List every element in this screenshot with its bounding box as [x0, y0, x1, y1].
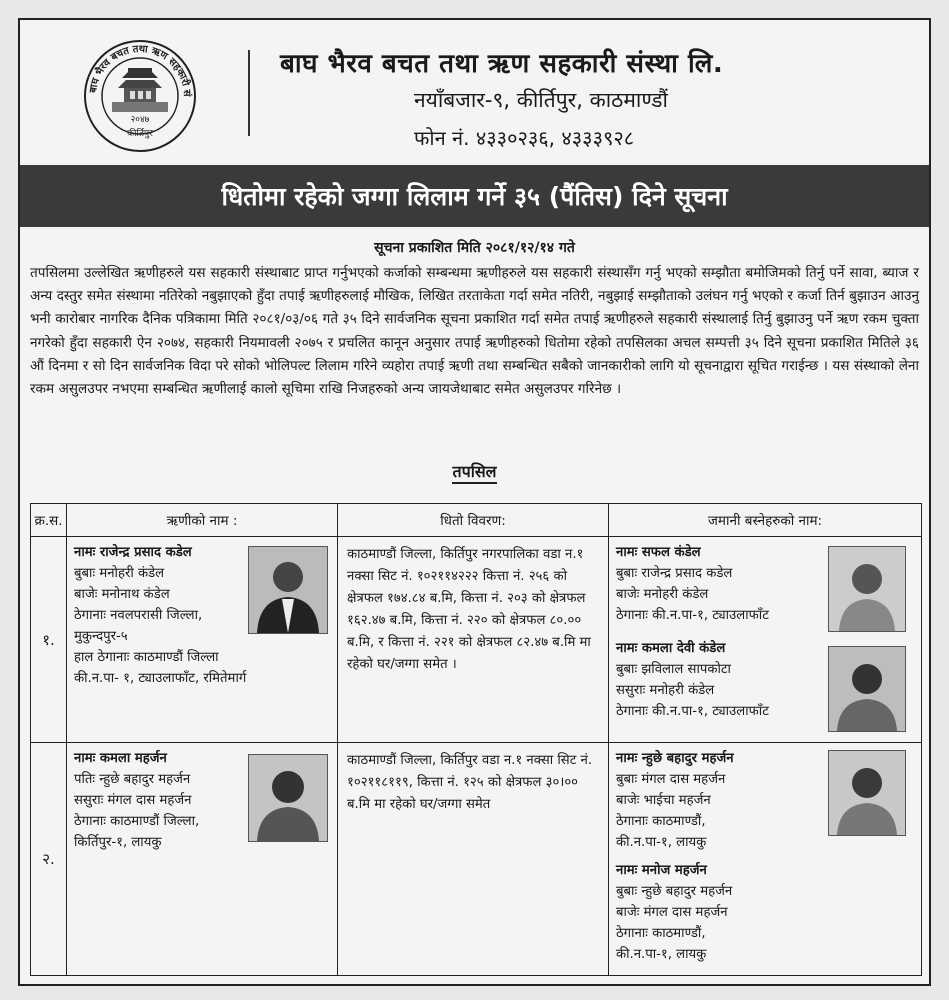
- guarantor-detail: ससुराः मनोहरी कंडेल: [616, 683, 715, 698]
- guarantor-name: नामः मनोज महर्जन: [616, 863, 707, 878]
- collateral-cell: [338, 537, 609, 743]
- table-header-row: [31, 504, 922, 537]
- guarantor-detail: बाजेः मंगल दास महर्जन: [616, 905, 728, 920]
- debtor-photo: [248, 754, 328, 842]
- notice-title-banner: [20, 165, 929, 227]
- organization-name: बाघ भैरव बचत तथा ऋण सहकारी संस्था लि.: [280, 49, 724, 79]
- debtor-detail: बुबाः मनोहरी कंडेल: [74, 566, 165, 581]
- guarantor-detail: बाजेः भाईचा महर्जन: [616, 793, 711, 808]
- guarantor-photo: [828, 646, 906, 732]
- auction-details-table: [30, 503, 922, 976]
- table-row: [31, 743, 922, 976]
- guarantor-name: नामः कमला देवी कंडेल: [616, 641, 726, 656]
- serial-number: १.: [31, 537, 67, 743]
- table-row: [31, 537, 922, 743]
- notice-page: [18, 18, 931, 986]
- guarantor-detail: बुबाः मंगल दास महर्जन: [616, 772, 726, 787]
- header-collateral: धितो विवरण:: [338, 504, 609, 537]
- organization-phone: फोन नं. ४३३०२३६, ४३३३९२८: [414, 126, 635, 150]
- guarantor-detail: बाजेः मनोहरी कंडेल: [616, 587, 709, 602]
- debtor-detail: किर्तिपुर-१, लायकु: [74, 835, 162, 850]
- guarantor-photo: [828, 750, 906, 836]
- seal-place: कीर्तिपुर: [127, 129, 153, 139]
- collateral-details: काठमाण्डौं जिल्ला, किर्तिपुर वडा न.१ नक्सा सिट नं. १०२११८११९, कित्ता नं. १२५ को क्षेत्रफल ३०।०० ब.मि मा रहेको घर/जग्गा समेत: [347, 753, 593, 812]
- guarantor-name: नामः सफल कंडेल: [616, 545, 701, 560]
- letterhead: [20, 20, 929, 160]
- debtor-detail: पतिः न्हुछे बहादुर महर्जन: [74, 772, 191, 787]
- guarantors-cell: [609, 743, 922, 976]
- notice-body: तपसिलमा उल्लेखित ऋणीहरुले यस सहकारी संस्थाबाट प्राप्त गर्नुभएको कर्जाको सम्बन्धमा ऋणीहरुले यस सहकारी संस्थासँग गर्नु भएको सम्झौता बमोजिमको तिर्नु पर्ने सावा, ब्याज र अन्य दस्तुर समेत संस्थामा नतिरेको नबुझाएको हुँदा तपाई ऋणीहरुलाई मौखिक, लिखित तरताकेता गर्दा समेत नतिरी, नबुझाई सम्झौताको उलंघन गर्नु भएको र कर्जा तिर्न बुझाउन आउनु भनी कारोबार नागरिक दैनिक पत्रिकामा मिति २०८१/०३/०६ गते ३५ दिने सार्वजनिक सूचना प्रकाशित गर्दा समेत तपाई ऋणीहरुले सहकारी संस्थालाई तिर्नु बुझाउनु पर्ने ऋण रकम चुक्ता नगरेको हुँदा सहकारी ऐन २०७४, सहकारी नियमावली २०७५ र प्रचलित कानून अनुसार तपाई ऋणीहरुको धितोमा रहेको तपसिलका अचल सम्पत्ती ३५ दिने सूचना प्रकाशित मितिले ३६ औं दिनमा र सो दिन सार्वजनिक विदा परे सोको भोलिपल्ट लिलाम गरिने व्यहोरा तपाई ऋणी तथा सम्बन्धित सबैको जानकारीको लागि यो सूचनाद्वारा सूचित गराईन्छ । यस संस्थाको लेना रकम असुलउपर नभएमा सम्बन्धित ऋणीलाई कालो सूचिमा राखि निजहरुको अन्य जायजेथाबाट समेत असुलउपर गरिनेछ ।: [30, 265, 919, 398]
- guarantor-detail: ठेगानाः काठमाण्डौं,: [616, 926, 706, 941]
- collateral-cell: [338, 743, 609, 976]
- guarantor-detail: ठेगानाः काठमाण्डौं,: [616, 814, 706, 829]
- guarantor-detail: बुबाः न्हुछे बहादुर महर्जन: [616, 884, 733, 899]
- debtor-name: नामः राजेन्द्र प्रसाद कडेल: [74, 545, 192, 560]
- published-date: सूचना प्रकाशित मिति २०८१/१२/१४ गते: [374, 240, 575, 256]
- debtor-detail: हाल ठेगानाः काठमाण्डौं जिल्ला: [74, 650, 219, 665]
- debtor-detail: मुकुन्दपुर-५: [74, 629, 128, 644]
- notice-title: धितोमा रहेको जग्गा लिलाम गर्ने ३५ (पैंतिस) दिने सूचना: [221, 182, 728, 211]
- header-debtor: ऋणीको नाम :: [67, 504, 338, 537]
- header-guarantors: जमानी बस्नेहरुको नाम:: [609, 504, 922, 537]
- guarantor-detail: ठेगानाः की.न.पा-१, ट्याउलाफाँट: [616, 608, 769, 623]
- debtor-name: नामः कमला महर्जन: [74, 751, 167, 766]
- guarantor-detail: बुबाः राजेन्द्र प्रसाद कडेल: [616, 566, 733, 581]
- guarantor-photo: [828, 546, 906, 632]
- guarantor-detail: की.न.पा-१, लायकु: [616, 947, 707, 962]
- guarantor-detail: बुबाः झविलाल सापकोटा: [616, 662, 731, 677]
- guarantor-detail: की.न.पा-१, लायकु: [616, 835, 707, 850]
- debtor-photo: [248, 546, 328, 634]
- header-divider: [248, 50, 250, 136]
- guarantor: [616, 860, 914, 965]
- debtor-cell: [67, 743, 338, 976]
- debtor-detail: ठेगानाः नवलपरासी जिल्ला,: [74, 608, 203, 623]
- svg-text:बाघ भैरव बचत तथा ऋण सहकारी संस: बाघ भैरव बचत तथा ऋण सहकारी सं: [87, 43, 193, 97]
- header-serial: क्र.स.: [31, 504, 67, 537]
- collateral-details: काठमाण्डौं जिल्ला, किर्तिपुर नगरपालिका वडा न.१ नक्सा सिट नं. १०२११४२२२ कित्ता नं. २५६ को क्षेत्रफल १७४.८४ ब.मि, कित्ता नं. २०३ को क्षेत्रफल १६२.४७ ब.मि, कित्ता नं. २२० को क्षेत्रफल ८०.०० ब.मि, र कित्ता नं. २२१ को क्षेत्रफल ८२.४७ ब.मि मा रहेको घर/जग्गा समेत ।: [347, 547, 591, 672]
- guarantor-detail: ठेगानाः की.न.पा-१, ट्याउलाफाँट: [616, 704, 769, 719]
- debtor-detail: ठेगानाः काठमाण्डौं जिल्ला,: [74, 814, 200, 829]
- cooperative-seal-logo: [82, 38, 198, 154]
- guarantor: [616, 638, 914, 734]
- tapsil-heading: तपसिल: [452, 462, 496, 484]
- seal-year: २०४७: [130, 115, 150, 125]
- guarantor: [616, 748, 914, 860]
- debtor-cell: [67, 537, 338, 743]
- guarantors-cell: [609, 537, 922, 743]
- serial-number: २.: [31, 743, 67, 976]
- tapsil-heading-wrap: [20, 460, 929, 482]
- debtor-detail: की.न.पा- १, ट्याउलाफाँट, रमितेमार्ग: [74, 671, 247, 686]
- debtor-detail: ससुराः मंगल दास महर्जन: [74, 793, 192, 808]
- debtor-detail: बाजेः मनोनाथ कंडेल: [74, 587, 170, 602]
- guarantor: [616, 542, 914, 638]
- organization-address: नयाँबजार-९, कीर्तिपुर, काठमाण्डौं: [414, 88, 668, 112]
- guarantor-name: नामः न्हुछे बहादुर महर्जन: [616, 751, 734, 766]
